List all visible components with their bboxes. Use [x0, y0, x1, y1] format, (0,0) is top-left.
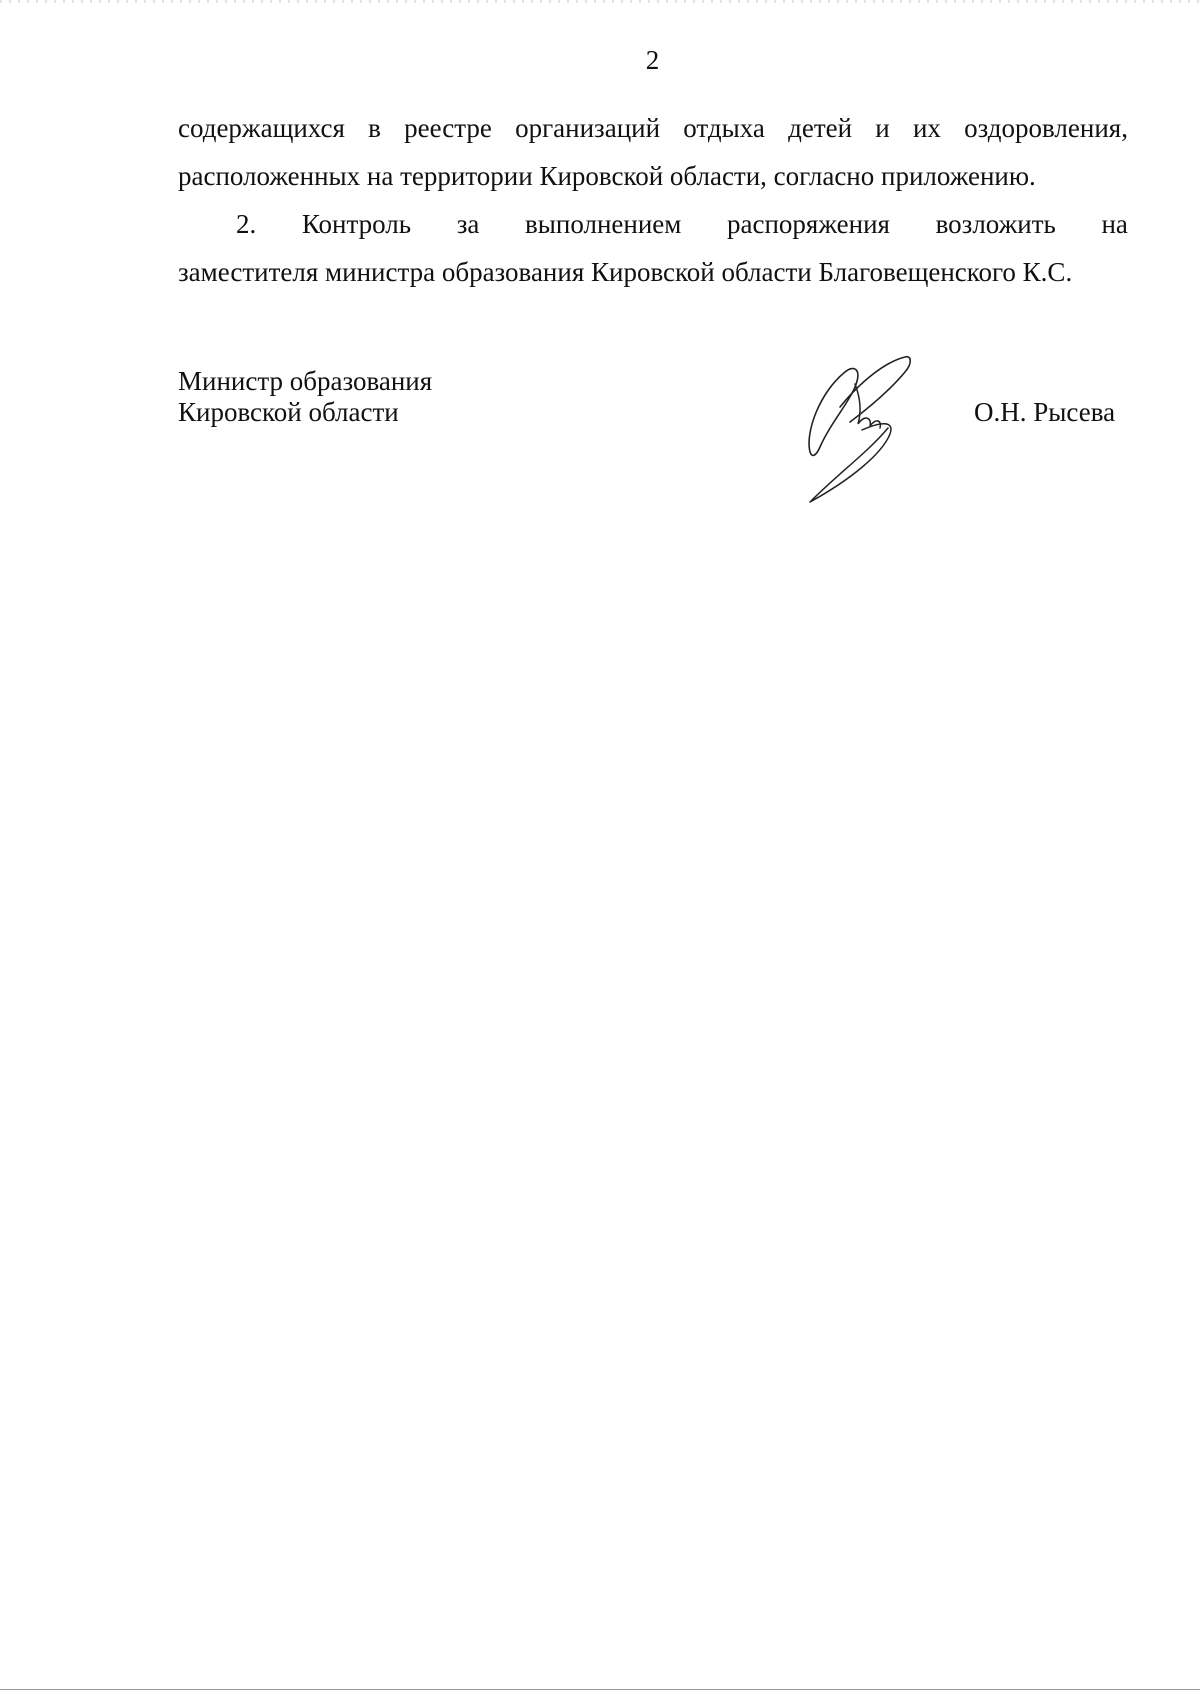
word: Контроль — [301, 209, 412, 239]
item-2-line-2: заместителя министра образования Кировской области Благовещенского К.С. — [178, 257, 1073, 287]
signatory-position — [178, 366, 432, 428]
scan-edge-bottom — [0, 1689, 1200, 1690]
word: их — [912, 113, 941, 143]
word: на — [1101, 209, 1128, 239]
word: распоряжения — [727, 209, 890, 239]
scan-edge-top — [0, 0, 1200, 3]
paragraph-1-line-1 — [178, 104, 1128, 152]
word: выполнением — [525, 209, 682, 239]
paragraph-1-line-2: расположенных на территории Кировской области, согласно приложению. — [178, 161, 1036, 191]
item-number: 2. — [236, 209, 257, 239]
word: в — [368, 113, 381, 143]
word: за — [456, 209, 480, 239]
word: организаций — [515, 113, 661, 143]
word: оздоровления, — [964, 113, 1128, 143]
word: детей — [788, 113, 853, 143]
word: и — [875, 113, 890, 143]
signatory-position-line-1: Министр образования — [178, 366, 433, 396]
signatory-name: О.Н. Рысева — [974, 397, 1116, 427]
signatory-position-line-2: Кировской области — [178, 397, 399, 427]
document-body — [178, 104, 1128, 296]
handwritten-signature — [800, 352, 925, 504]
word: отдыха — [683, 113, 765, 143]
page-number: 2 — [645, 45, 660, 75]
word: реестре — [404, 113, 492, 143]
word: возложить — [935, 209, 1056, 239]
item-2-line-1 — [178, 200, 1128, 248]
word: содержащихся — [178, 113, 345, 143]
